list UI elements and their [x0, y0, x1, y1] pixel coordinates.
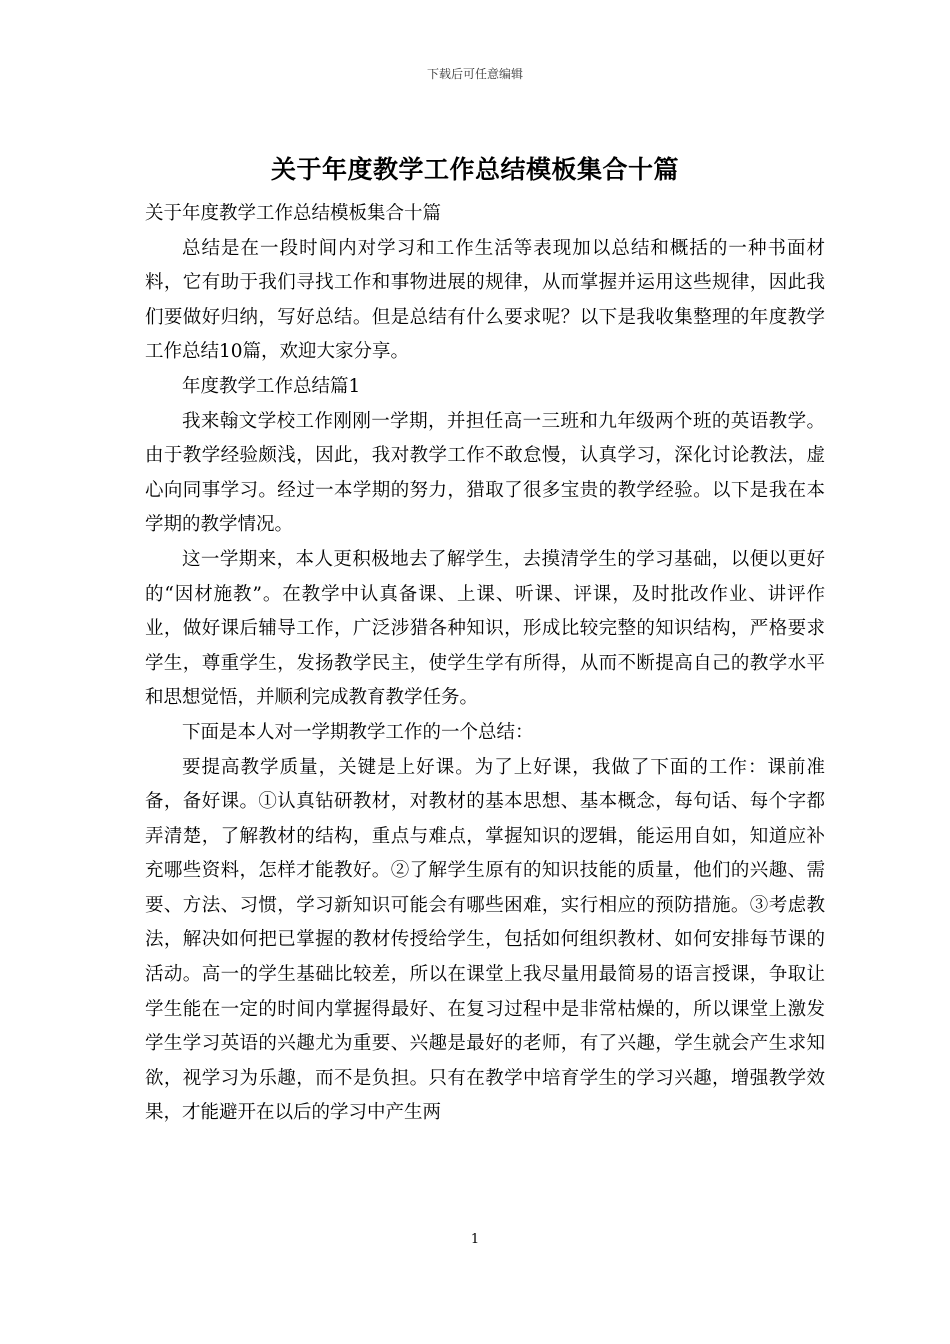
document-body	[145, 197, 825, 1131]
body-paragraph: 我来翰文学校工作刚刚一学期，并担任高一三班和九年级两个班的英语教学。由于教学经验颇浅，因此，我对教学工作不敢怠慢，认真学习，深化讨论教法，虚心向同事学习。经过一本学期的努力，猎取了很多宝贵的教学经验。以下是我在本学期的教学情况。	[145, 410, 825, 536]
body-paragraph: 要提高教学质量，关键是上好课。为了上好课，我做了下面的工作：课前准备，备好课。①认真钻研教材，对教材的基本思想、基本概念，每句话、每个字都弄清楚，了解教材的结构，重点与难点，掌握知识的逻辑，能运用自如，知道应补充哪些资料，怎样才能教好。②了解学生原有的知识技能的质量，他们的兴趣、需要、方法、习惯，学习新知识可能会有哪些困难，实行相应的预防措施。③考虑教法，解决如何把已掌握的教材传授给学生，包括如何组织教材、如何安排每节课的活动。高一的学生基础比较差，所以在课堂上我尽量用最简易的语言授课，争取让学生能在一定的时间内掌握得最好、在复习过程中是非常枯燥的，所以课堂上激发学生学习英语的兴趣尤为重要、兴趣是最好的老师，有了兴趣，学生就会产生求知欲，视学习为乐趣，而不是负担。只有在教学中培育学生的学习兴趣，增强教学效果，才能避开在以后的学习中产生两	[145, 756, 825, 1124]
header-note: 下载后可任意编辑	[426, 67, 523, 81]
intro-paragraph: 总结是在一段时间内对学习和工作生活等表现加以总结和概括的一种书面材料，它有助于我们寻找工作和事物进展的规律，从而掌握并运用这些规律，因此我们要做好归纳，写好总结。但是总结有什么要求呢？以下是我收集整理的年度教学工作总结10篇，欢迎大家分享。	[145, 237, 825, 363]
subtitle-paragraph: 关于年度教学工作总结模板集合十篇	[145, 203, 442, 224]
page-number: 1	[470, 1232, 480, 1247]
document-title: 关于年度教学工作总结模板集合十篇	[270, 155, 679, 184]
body-paragraph: 下面是本人对一学期教学工作的一个总结：	[182, 721, 534, 743]
body-paragraph: 这一学期来，本人更积极地去了解学生，去摸清学生的学习基础，以便以更好的“因材施教”。在教学中认真备课、上课、听课、评课，及时批改作业、讲评作业，做好课后辅导工作，广泛涉猎各种知识，形成比较完整的知识结构，严格要求学生，尊重学生，发扬教学民主，使学生学有所得，从而不断提高自己的教学水平和思想觉悟，并顺利完成教育教学任务。	[145, 548, 825, 709]
section-heading: 年度教学工作总结篇1	[182, 375, 361, 397]
